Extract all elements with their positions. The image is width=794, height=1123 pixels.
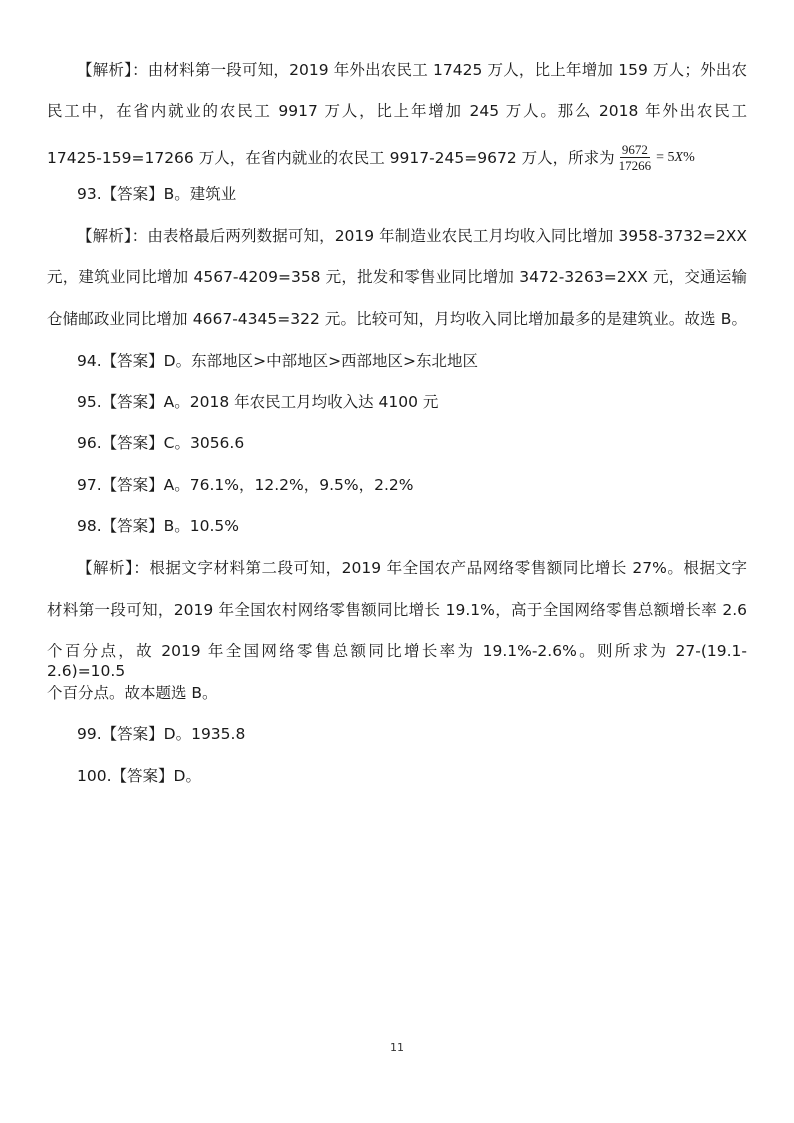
answer-94: 94.【答案】D。东部地区>中部地区>西部地区>东北地区 [77, 352, 479, 370]
answer-95: 95.【答案】A。2018 年农民工月均收入达 4100 元 [77, 393, 439, 411]
formula-percent: % [683, 149, 695, 165]
answer-93: 93.【答案】B。建筑业 [77, 185, 237, 203]
analysis-92-line-2: 民工中，在省内就业的农民工 9917 万人，比上年增加 245 万人。那么 2018 年外出农民工 [47, 102, 747, 120]
analysis-93-line-2: 元，建筑业同比增加 4567-4209=358 元，批发和零售业同比增加 3472-3263=2XX 元，交通运输 [47, 268, 747, 286]
analysis-93-line-3: 仓储邮政业同比增加 4667-4345=322 元。比较可知，月均收入同比增加最多的是建筑业。故选 B。 [47, 310, 747, 328]
fraction-numerator: 9672 [621, 142, 648, 157]
page-number: 11 [390, 1041, 404, 1054]
analysis-92-line-3-text: 17425-159=17266 万人，在省内就业的农民工 9917-245=9672 万人，所求为 [47, 148, 615, 167]
analysis-98-line-2: 材料第一段可知，2019 年全国农村网络零售额同比增长 19.1%，高于全国网络零售总额增长率 2.6 [47, 601, 747, 619]
analysis-93-line-1: 【解析】：由表格最后两列数据可知，2019 年制造业农民工月均收入同比增加 3958-3732=2XX [77, 227, 747, 245]
answer-98: 98.【答案】B。10.5% [77, 517, 240, 535]
analysis-98-line-1: 【解析】：根据文字材料第二段可知，2019 年全国农产品网络零售额同比增长 27%。根据文字 [77, 559, 747, 577]
analysis-92-line-3 [47, 142, 747, 173]
answer-97: 97.【答案】A。76.1%，12.2%，9.5%，2.2% [77, 476, 414, 494]
answer-96: 96.【答案】C。3056.6 [77, 434, 245, 452]
fraction-denominator: 17266 [618, 158, 652, 173]
formula-result [656, 148, 695, 168]
answer-100: 100.【答案】D。 [77, 767, 201, 785]
formula-rhs: = 5 [656, 149, 675, 165]
analysis-98-line-3: 个百分点，故 2019 年全国网络零售总额同比增长率为 19.1%-2.6%。则所求为 27-(19.1-2.6)=10.5 [47, 642, 747, 680]
fraction-formula [617, 142, 654, 173]
answer-99: 99.【答案】D。1935.8 [77, 725, 246, 743]
analysis-92-line-1: 【解析】：由材料第一段可知，2019 年外出农民工 17425 万人，比上年增加 159 万人；外出农 [77, 61, 747, 79]
analysis-98-line-4: 个百分点。故本题选 B。 [47, 684, 218, 702]
formula-variable: X [674, 149, 684, 165]
